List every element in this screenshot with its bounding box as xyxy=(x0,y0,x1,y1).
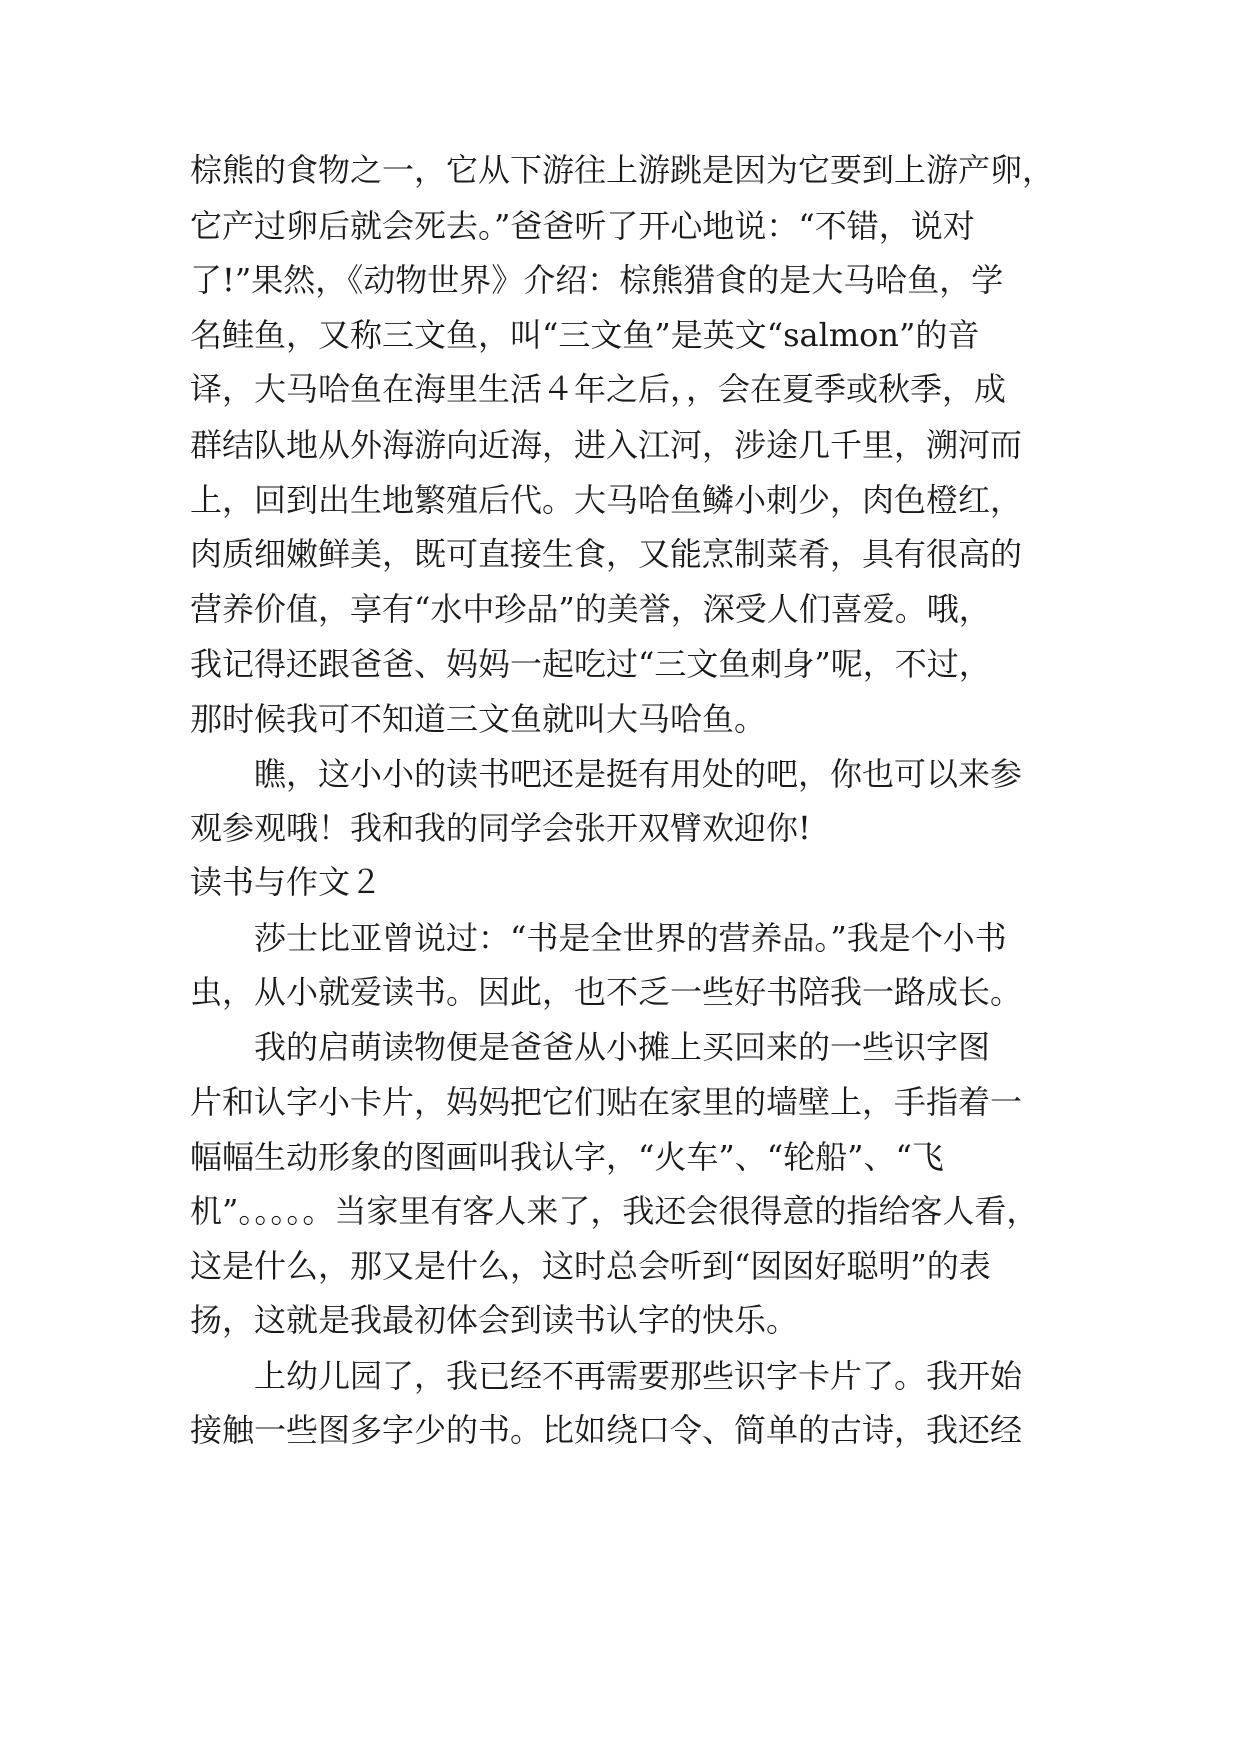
text-line: 这是什么，那又是什么，这时总会听到“囡囡好聪明”的表 xyxy=(190,1247,991,1285)
text-line: 上，回到出生地繁殖后代。大马哈鱼鳞小刺少，肉色橙红， xyxy=(190,481,1023,519)
text-line: 它产过卵后就会死去。”爸爸听了开心地说：“不错，说对 xyxy=(190,207,975,245)
text-line: 那时候我可不知道三文鱼就叫大马哈鱼。 xyxy=(190,700,767,738)
text-line: 机”。。。。。当家里有客人来了，我还会很得意的指给客人看， xyxy=(190,1192,1039,1230)
text-line: 肉质细嫩鲜美，既可直接生食，又能烹制菜肴，具有很高的 xyxy=(190,535,1023,573)
text-line: 营养价值，享有“水中珍品”的美誉，深受人们喜爱。哦， xyxy=(190,590,991,628)
text-line: 扬，这就是我最初体会到读书认字的快乐。 xyxy=(190,1301,799,1339)
text-line: 棕熊的食物之一，它从下游往上游跳是因为它要到上游产卵， xyxy=(190,151,1055,189)
section-heading: 读书与作文２ xyxy=(190,863,383,901)
text-line: 接触一些图多字少的书。比如绕口令、简单的古诗，我还经 xyxy=(190,1411,1023,1449)
text-line: 了!”果然，《动物世界》介绍：棕熊猎食的是大马哈鱼，学 xyxy=(190,261,1004,299)
text-line: 观参观哦！我和我的同学会张开双臂欢迎你! xyxy=(190,809,811,847)
paragraph-line: 瞧，这小小的读书吧还是挺有用处的吧，你也可以来参 xyxy=(190,755,1023,793)
text-line: 片和认字小卡片，妈妈把它们贴在家里的墙壁上，手指着一 xyxy=(190,1083,1023,1121)
text-line: 群结队地从外海游向近海，进入江河，涉途几千里，溯河而 xyxy=(190,426,1023,464)
paragraph-line: 上幼儿园了，我已经不再需要那些识字卡片了。我开始 xyxy=(190,1357,1023,1395)
text-line: 名鲑鱼，又称三文鱼，叫“三文鱼”是英文“salmon”的音 xyxy=(190,316,980,354)
text-line: 我记得还跟爸爸、妈妈一起吃过“三文鱼刺身”呢，不过， xyxy=(190,645,991,683)
text-line: 幅幅生动形象的图画叫我认字，“火车”、“轮船”、“飞 xyxy=(190,1138,944,1176)
paragraph-line: 我的启萌读物便是爸爸从小摊上买回来的一些识字图 xyxy=(190,1028,991,1066)
paragraph-line: 莎士比亚曾说过：“书是全世界的营养品。”我是个小书 xyxy=(190,919,1007,957)
text-line: 译，大马哈鱼在海里生活４年之后，，会在夏季或秋季，成 xyxy=(190,370,1007,408)
text-line: 虫，从小就爱读书。因此，也不乏一些好书陪我一路成长。 xyxy=(190,973,1023,1011)
